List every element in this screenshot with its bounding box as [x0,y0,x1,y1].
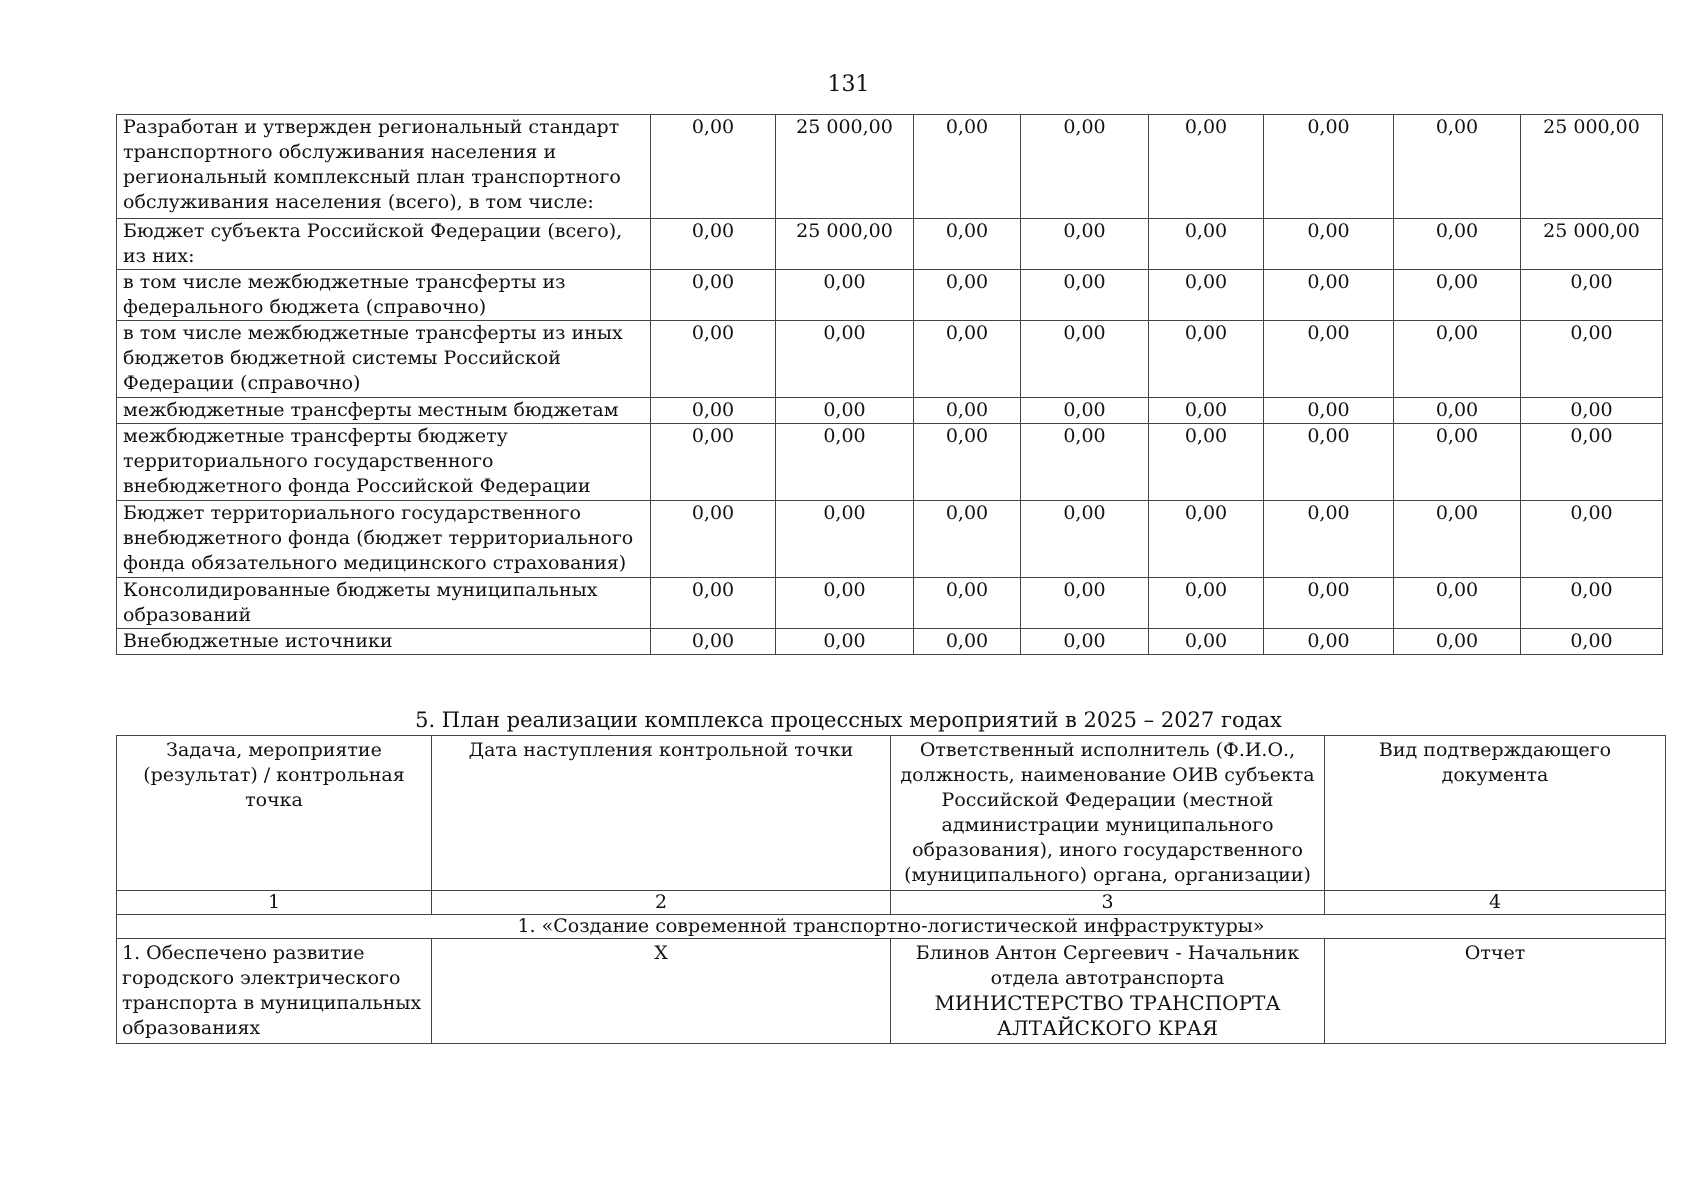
header-responsible: Ответственный исполнитель (Ф.И.О., должность, наименование ОИВ субъекта Российской Федерации (местной администрации муниципального образования), иного государственного (муниципального) органа, организации) [891,736,1325,891]
funding-value: 0,00 [1264,578,1394,629]
funding-row [117,115,1663,219]
funding-row-label: межбюджетные трансферты местным бюджетам [117,398,651,424]
funding-row [117,270,1663,321]
funding-value: 0,00 [1264,270,1394,321]
funding-value: 0,00 [1394,270,1521,321]
funding-value: 0,00 [1021,219,1149,270]
funding-value: 0,00 [651,270,776,321]
plan-table [116,735,1666,1044]
funding-value: 0,00 [1021,501,1149,578]
funding-row-label: Бюджет территориального государственного внебюджетного фонда (бюджет территориального фонда обязательного медицинского страхования) [117,501,651,578]
funding-value: 0,00 [1264,424,1394,501]
task-title: 1. «Создание современной транспортно-логистической инфраструктуры» [117,915,1666,939]
header-task: Задача, мероприятие (результат) / контрольная точка [117,736,432,891]
column-number: 1 [117,891,432,915]
funding-value: 25 000,00 [1521,219,1663,270]
funding-table [116,114,1663,655]
responsible-person: Блинов Антон Сергеевич - Начальник отдела автотранспорта [915,942,1300,989]
funding-value: 0,00 [1149,578,1264,629]
plan-item: 1. Обеспечено развитие городского электрического транспорта в муниципальных образованиях [117,939,432,1044]
funding-row [117,321,1663,398]
funding-value: 0,00 [1021,321,1149,398]
funding-value: 0,00 [1521,501,1663,578]
funding-value: 0,00 [914,270,1021,321]
funding-value: 0,00 [1149,115,1264,219]
funding-row [117,578,1663,629]
funding-value: 0,00 [1149,629,1264,655]
funding-row-label: Бюджет субъекта Российской Федерации (всего), из них: [117,219,651,270]
funding-value: 0,00 [1264,501,1394,578]
funding-value: 0,00 [914,578,1021,629]
task-title-row [117,915,1666,939]
funding-value: 0,00 [1021,398,1149,424]
funding-value: 0,00 [1149,321,1264,398]
funding-value: 0,00 [1394,578,1521,629]
funding-value: 25 000,00 [1521,115,1663,219]
funding-row-label: Внебюджетные источники [117,629,651,655]
plan-responsible [891,939,1325,1044]
funding-value: 0,00 [776,501,914,578]
funding-value: 0,00 [1394,219,1521,270]
funding-value: 0,00 [651,629,776,655]
plan-document: Отчет [1325,939,1666,1044]
funding-value: 0,00 [1149,398,1264,424]
plan-header-row [117,736,1666,891]
responsible-organization: МИНИСТЕРСТВО ТРАНСПОРТА АЛТАЙСКОГО КРАЯ [934,991,1281,1040]
funding-value: 0,00 [1021,424,1149,501]
funding-value: 0,00 [1264,219,1394,270]
funding-value: 0,00 [651,219,776,270]
funding-value: 0,00 [1394,424,1521,501]
funding-value: 0,00 [1521,398,1663,424]
funding-value: 0,00 [1394,501,1521,578]
funding-value: 0,00 [1394,115,1521,219]
page-number: 131 [827,72,870,97]
funding-value: 0,00 [1394,398,1521,424]
funding-value: 0,00 [776,270,914,321]
funding-value: 0,00 [1149,501,1264,578]
funding-value: 0,00 [651,398,776,424]
funding-value: 0,00 [1521,270,1663,321]
funding-value: 0,00 [1394,321,1521,398]
funding-value: 0,00 [776,629,914,655]
section-title: 5. План реализации комплекса процессных мероприятий в 2025 – 2027 годах [415,708,1282,732]
funding-value: 0,00 [651,578,776,629]
funding-row [117,629,1663,655]
funding-value: 0,00 [1021,578,1149,629]
funding-value: 0,00 [1521,424,1663,501]
funding-value: 0,00 [914,219,1021,270]
funding-value: 0,00 [1021,629,1149,655]
funding-row-label: Разработан и утвержден региональный стандарт транспортного обслуживания населения и региональный комплексный план транспортного обслуживания населения (всего), в том числе: [117,115,651,219]
funding-row-label: Консолидированные бюджеты муниципальных образований [117,578,651,629]
plan-date: Х [432,939,891,1044]
funding-value: 0,00 [776,398,914,424]
funding-value: 0,00 [1521,321,1663,398]
funding-value: 0,00 [776,578,914,629]
funding-value: 0,00 [914,115,1021,219]
funding-value: 0,00 [914,501,1021,578]
funding-value: 25 000,00 [776,115,914,219]
column-number: 3 [891,891,1325,915]
column-number-row [117,891,1666,915]
funding-value: 0,00 [1521,578,1663,629]
funding-value: 0,00 [651,424,776,501]
column-number: 4 [1325,891,1666,915]
funding-value: 0,00 [1264,321,1394,398]
funding-value: 0,00 [776,321,914,398]
funding-value: 0,00 [1521,629,1663,655]
funding-value: 0,00 [914,398,1021,424]
plan-row [117,939,1666,1044]
funding-value: 0,00 [1264,398,1394,424]
funding-row [117,398,1663,424]
funding-value: 0,00 [1264,115,1394,219]
funding-value: 0,00 [1149,424,1264,501]
column-number: 2 [432,891,891,915]
funding-row-label: в том числе межбюджетные трансферты из иных бюджетов бюджетной системы Российской Федерации (справочно) [117,321,651,398]
funding-value: 0,00 [651,115,776,219]
funding-value: 0,00 [1021,115,1149,219]
funding-row [117,501,1663,578]
funding-value: 0,00 [1394,629,1521,655]
funding-value: 0,00 [651,501,776,578]
funding-value: 0,00 [1149,219,1264,270]
funding-row-label: в том числе межбюджетные трансферты из федерального бюджета (справочно) [117,270,651,321]
header-date: Дата наступления контрольной точки [432,736,891,891]
funding-value: 0,00 [914,424,1021,501]
funding-row [117,219,1663,270]
funding-value: 0,00 [1149,270,1264,321]
header-document: Вид подтверждающего документа [1325,736,1666,891]
funding-value: 0,00 [1021,270,1149,321]
funding-value: 25 000,00 [776,219,914,270]
funding-value: 0,00 [776,424,914,501]
funding-value: 0,00 [651,321,776,398]
funding-value: 0,00 [914,321,1021,398]
funding-row [117,424,1663,501]
funding-value: 0,00 [1264,629,1394,655]
funding-row-label: межбюджетные трансферты бюджету территориального государственного внебюджетного фонда Российской Федерации [117,424,651,501]
funding-value: 0,00 [914,629,1021,655]
